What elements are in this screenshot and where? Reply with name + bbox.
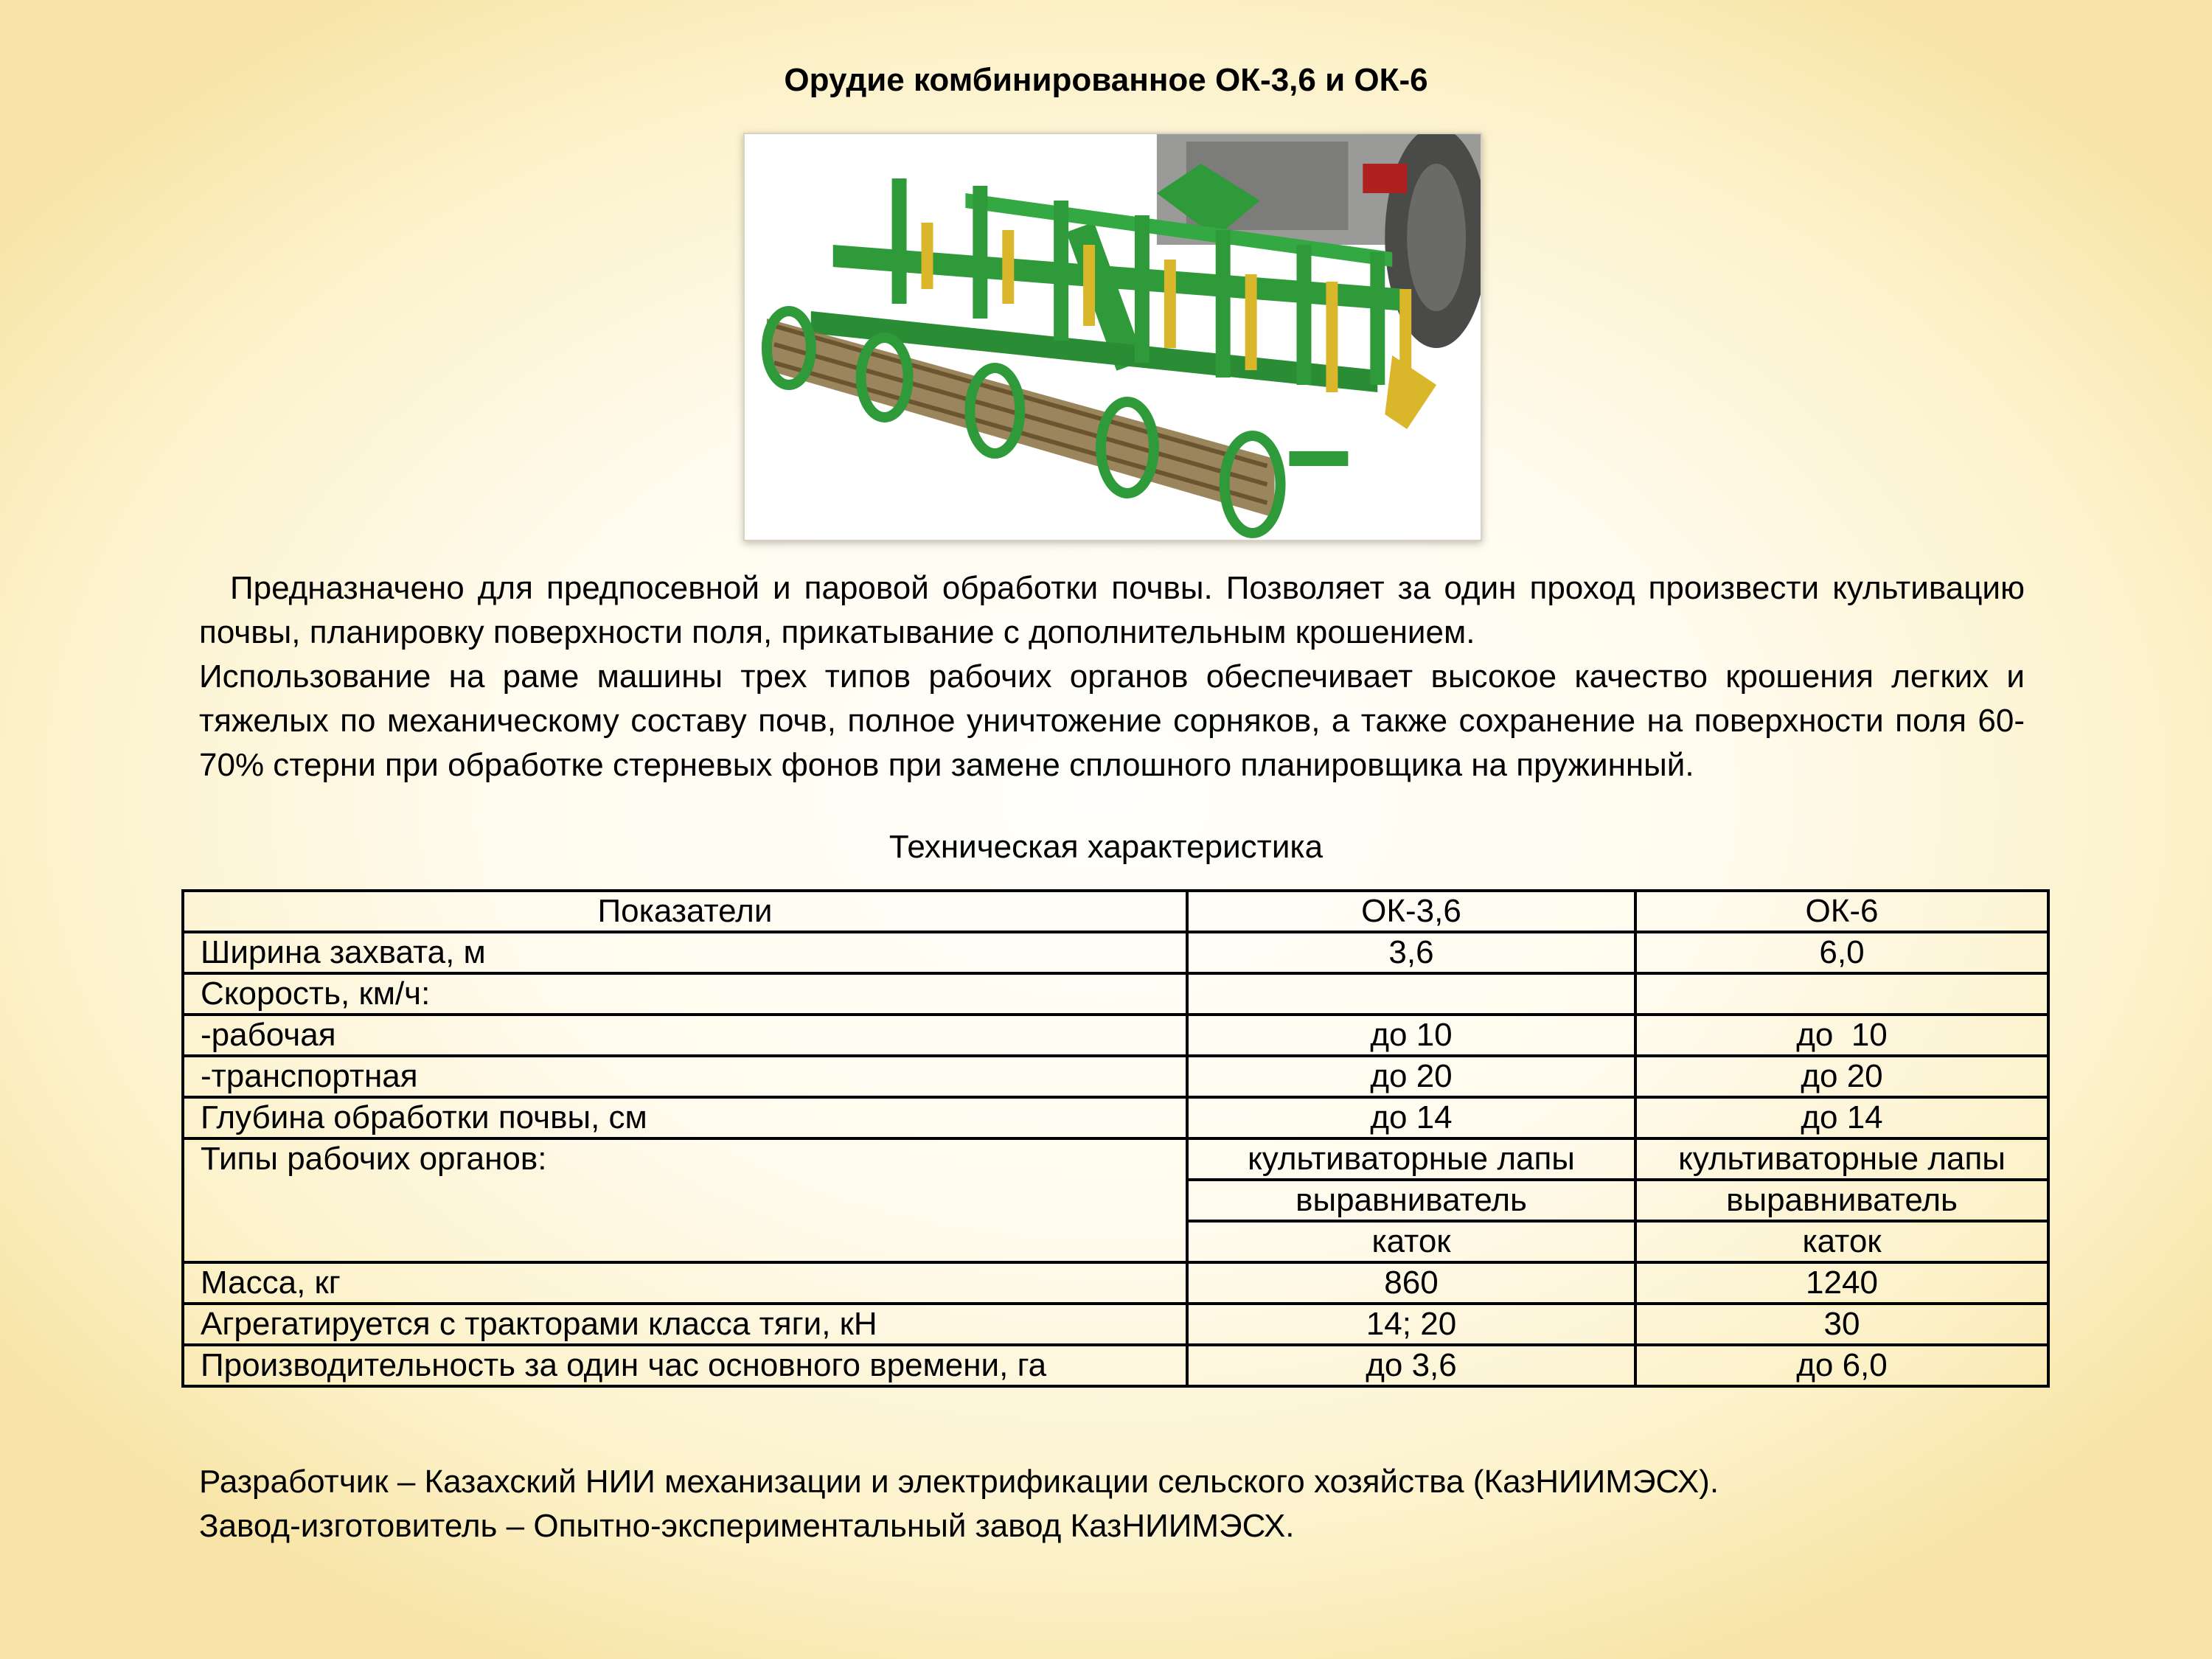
row-label: Производительность за один час основного времени, га [183, 1345, 1187, 1386]
cell-value [1635, 973, 2048, 1015]
row-label: Масса, кг [183, 1262, 1187, 1304]
cell-value: до 10 [1187, 1015, 1635, 1056]
row-label: Скорость, км/ч: [183, 973, 1187, 1015]
cell-value: до 14 [1187, 1097, 1635, 1138]
cell-value: культиваторные лапы [1635, 1138, 2048, 1180]
cell-value: каток [1635, 1221, 2048, 1262]
table-title: Техническая характеристика [888, 829, 1324, 865]
cell-value: каток [1187, 1221, 1635, 1262]
cell-value: до 14 [1635, 1097, 2048, 1138]
cell-value: до 3,6 [1187, 1345, 1635, 1386]
page-title: Орудие комбинированное ОК-3,6 и ОК-6 [784, 62, 1428, 98]
manufacturer-line: Завод-изготовитель – Опытно-экспериментальный завод КазНИИМЭСХ. [199, 1508, 1295, 1544]
column-header: ОК-6 [1635, 891, 2048, 932]
description-paragraph-1: Предназначено для предпосевной и паровой обработки почвы. Позволяет за один проход произвести культивацию почвы, планировку поверхности поля, прикатывание с дополнительным крошением. [199, 570, 2025, 650]
table-row [183, 973, 2048, 1015]
cell-value [1187, 973, 1635, 1015]
table-header-row [183, 891, 2048, 932]
column-header: ОК-3,6 [1187, 891, 1635, 932]
table-row [183, 1056, 2048, 1097]
table-row [183, 1138, 2048, 1180]
cell-value: 30 [1635, 1304, 2048, 1345]
table-row [183, 1097, 2048, 1138]
cell-value: 14; 20 [1187, 1304, 1635, 1345]
description [199, 566, 2025, 787]
cell-value: 3,6 [1187, 932, 1635, 973]
combined-implement-illustration [745, 134, 1481, 540]
cell-value: до 6,0 [1635, 1345, 2048, 1386]
row-label: Агрегатируется с тракторами класса тяги, кН [183, 1304, 1187, 1345]
cell-value: до 20 [1635, 1056, 2048, 1097]
table-row [183, 932, 2048, 973]
cell-value: 1240 [1635, 1262, 2048, 1304]
row-label: Ширина захвата, м [183, 932, 1187, 973]
cell-value: культиваторные лапы [1187, 1138, 1635, 1180]
row-label: -транспортная [183, 1056, 1187, 1097]
cell-value: 860 [1187, 1262, 1635, 1304]
table-row [183, 1015, 2048, 1056]
column-header: Показатели [183, 891, 1187, 932]
footer [199, 1460, 1719, 1548]
table-row [183, 1345, 2048, 1386]
spec-table [181, 889, 2050, 1388]
row-label: Глубина обработки почвы, см [183, 1097, 1187, 1138]
cell-value: до 20 [1187, 1056, 1635, 1097]
machine-photo [743, 133, 1482, 541]
row-label: Типы рабочих органов: [183, 1138, 1187, 1262]
developer-line: Разработчик – Казахский НИИ механизации и электрификации сельского хозяйства (КазНИИМЭСХ). [199, 1464, 1719, 1500]
description-paragraph-2: Использование на раме машины трех типов рабочих органов обеспечивает высокое качество крошения легких и тяжелых по механическому составу почв, полное уничтожение сорняков, а также сохранение на поверхности поля 60-70% стерни при обработке стерневых фонов при замене сплошного планировщика на пружинный. [199, 658, 2025, 783]
cell-value: 6,0 [1635, 932, 2048, 973]
cell-value: выравниватель [1635, 1180, 2048, 1221]
cell-value: выравниватель [1187, 1180, 1635, 1221]
cell-value: до 10 [1635, 1015, 2048, 1056]
table-row [183, 1262, 2048, 1304]
table-row [183, 1304, 2048, 1345]
row-label: -рабочая [183, 1015, 1187, 1056]
